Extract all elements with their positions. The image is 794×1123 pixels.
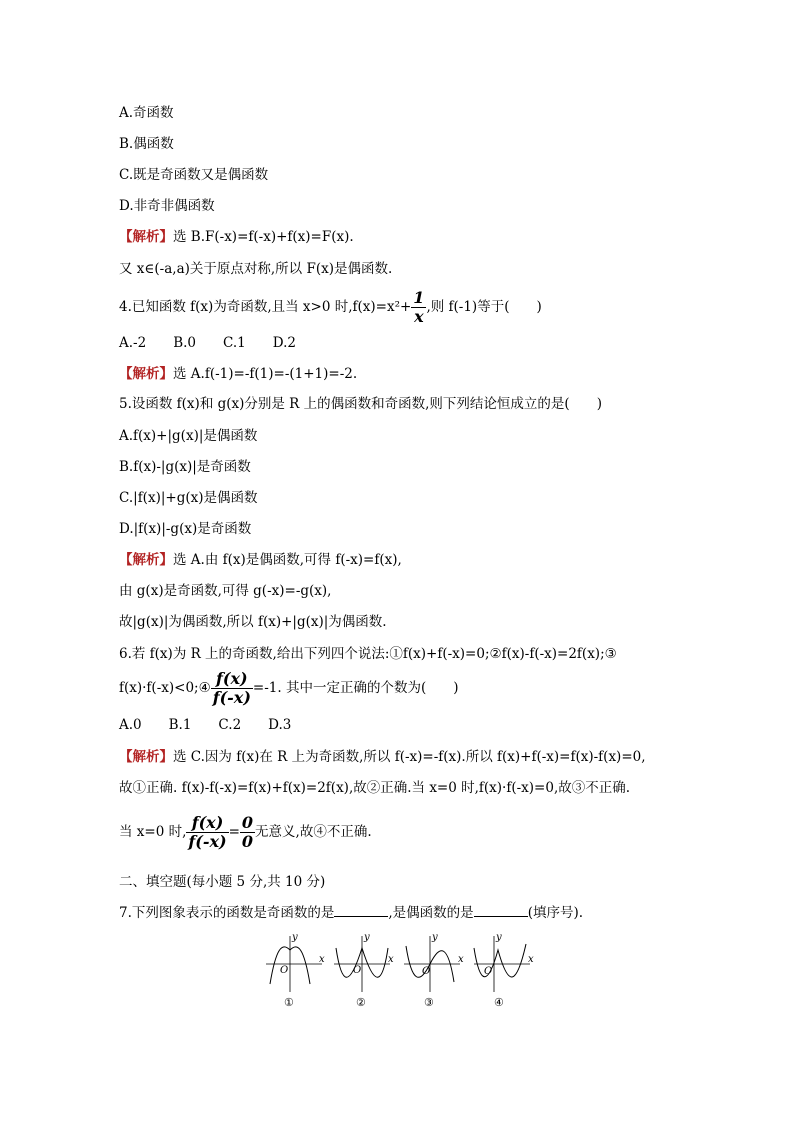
q4-analysis-line <box>119 365 357 383</box>
graph-2-x-label: x <box>388 954 394 965</box>
q6-options: A.0 B.1 C.2 D.3 <box>119 717 292 733</box>
graph-2-y-label: y <box>364 932 370 943</box>
graph-1 <box>266 932 325 1009</box>
q6-analysis-line-3 <box>119 812 372 852</box>
q4-stem <box>119 289 542 326</box>
graph-3-y-label: y <box>432 932 438 943</box>
q5-analysis-line-1 <box>119 551 402 569</box>
q6-stem-line-1: 6.若 f(x)为 R 上的奇函数,给出下列四个说法:①f(x)+f(-x)=0;②f(x)-f(-x)=2f(x);③ <box>119 646 617 662</box>
q6-a-frac2-num: 0 <box>241 813 254 832</box>
graph-3-origin: O <box>422 966 431 977</box>
q6-frac-den: f(-x) <box>212 688 251 707</box>
analysis-tag: 【解析】 <box>119 366 173 382</box>
q7-stem-mid: ,是偶函数的是 <box>388 905 474 921</box>
graph-2-label: ② <box>356 996 366 1009</box>
q6-analysis-text-1: 选 C.因为 f(x)在 R 上为奇函数,所以 f(-x)=-f(x).所以 f(x)+f(-x)=f(x)-f(x)=0, <box>173 749 646 765</box>
q6-analysis-fraction-1 <box>186 814 228 851</box>
q3-option-b: B.偶函数 <box>119 136 174 152</box>
q6-analysis-eq: = <box>228 824 240 840</box>
graph-4-origin: O <box>484 966 493 977</box>
q3-analysis-line-2: 又 x∈(-a,a)关于原点对称,所以 F(x)是偶函数. <box>119 261 393 277</box>
q7-graphs-svg <box>262 928 534 1010</box>
q5-option-c: C.|f(x)|+g(x)是偶函数 <box>119 490 258 506</box>
q7-stem-pre: 7.下列图象表示的函数是奇函数的是 <box>119 905 335 921</box>
q3-option-d: D.非奇非偶函数 <box>119 198 215 214</box>
q3-analysis-line-1 <box>119 228 354 246</box>
graph-3-x-label: x <box>458 954 464 965</box>
q6-analysis-3-post: 无意义,故④不正确. <box>255 824 372 840</box>
q6-stem-line-2 <box>119 668 458 708</box>
analysis-tag: 【解析】 <box>119 552 173 568</box>
q4-options: A.-2 B.0 C.1 D.2 <box>119 335 296 351</box>
graph-1-y-label: y <box>292 932 298 943</box>
q6-a-frac1-num: f(x) <box>186 814 228 833</box>
analysis-tag: 【解析】 <box>119 229 173 245</box>
q7-blank-even <box>474 904 528 917</box>
graph-2 <box>334 932 394 1009</box>
section-2-title: 二、填空题(每小题 5 分,共 10 分) <box>119 874 326 890</box>
graph-1-origin: O <box>280 965 289 976</box>
q3-option-a: A.奇函数 <box>119 105 174 121</box>
graph-1-x-label: x <box>319 954 325 965</box>
q4-frac-num: 1 <box>413 288 425 307</box>
q6-analysis-fraction-2 <box>240 814 255 851</box>
q7-stem <box>119 904 583 922</box>
q6-frac-num: f(x) <box>211 670 253 689</box>
q5-analysis-line-2: 由 g(x)是奇函数,可得 g(-x)=-g(x), <box>119 583 332 599</box>
graph-4 <box>474 932 534 1009</box>
q6-stem-2-post: =-1. 其中一定正确的个数为( ) <box>252 680 459 696</box>
q4-stem-pre: 4.已知函数 f(x)为奇函数,且当 x>0 时,f(x)=x²+ <box>119 299 412 315</box>
q7-graphs <box>262 928 534 1010</box>
graph-4-label: ④ <box>494 996 504 1009</box>
graph-4-x-label: x <box>528 954 534 965</box>
graph-4-curve <box>474 944 526 977</box>
q7-blank-odd <box>334 904 388 917</box>
q6-fraction <box>211 670 253 707</box>
q5-stem: 5.设函数 f(x)和 g(x)分别是 R 上的偶函数和奇函数,则下列结论恒成立的是( ) <box>119 396 602 412</box>
q3-analysis-text-1: 选 B.F(-x)=f(-x)+f(x)=F(x). <box>173 229 354 245</box>
graph-3-label: ③ <box>424 996 434 1009</box>
graph-4-y-label: y <box>496 932 502 943</box>
q6-analysis-3-pre: 当 x=0 时, <box>119 824 187 840</box>
q5-analysis-text-1: 选 A.由 f(x)是偶函数,可得 f(-x)=f(x), <box>173 552 402 568</box>
graph-1-label: ① <box>284 996 294 1009</box>
analysis-tag: 【解析】 <box>119 749 173 765</box>
q6-analysis-line-1 <box>119 748 646 766</box>
q5-option-d: D.|f(x)|-g(x)是奇函数 <box>119 521 252 537</box>
q4-stem-post: ,则 f(-1)等于( ) <box>426 299 542 315</box>
q5-option-a: A.f(x)+|g(x)|是偶函数 <box>119 428 258 444</box>
q5-option-b: B.f(x)-|g(x)|是奇函数 <box>119 459 251 475</box>
graph-2-origin: O <box>353 965 362 976</box>
q5-analysis-line-3: 故|g(x)|为偶函数,所以 f(x)+|g(x)|为偶函数. <box>119 614 387 630</box>
q6-analysis-line-2: 故①正确. f(x)-f(-x)=f(x)+f(x)=2f(x),故②正确.当 x=0 时,f(x)·f(-x)=0,故③不正确. <box>119 780 631 796</box>
q4-frac-den: x <box>414 307 424 326</box>
graph-3 <box>404 932 464 1009</box>
q6-stem-2-pre: f(x)·f(-x)<0;④ <box>119 680 211 696</box>
q6-a-frac2-den: 0 <box>241 832 254 851</box>
q4-fraction <box>411 289 426 326</box>
q4-analysis-text: 选 A.f(-1)=-f(1)=-(1+1)=-2. <box>173 366 358 382</box>
q3-option-c: C.既是奇函数又是偶函数 <box>119 167 269 183</box>
q6-a-frac1-den: f(-x) <box>188 832 227 851</box>
q7-stem-post: (填序号). <box>527 905 584 921</box>
